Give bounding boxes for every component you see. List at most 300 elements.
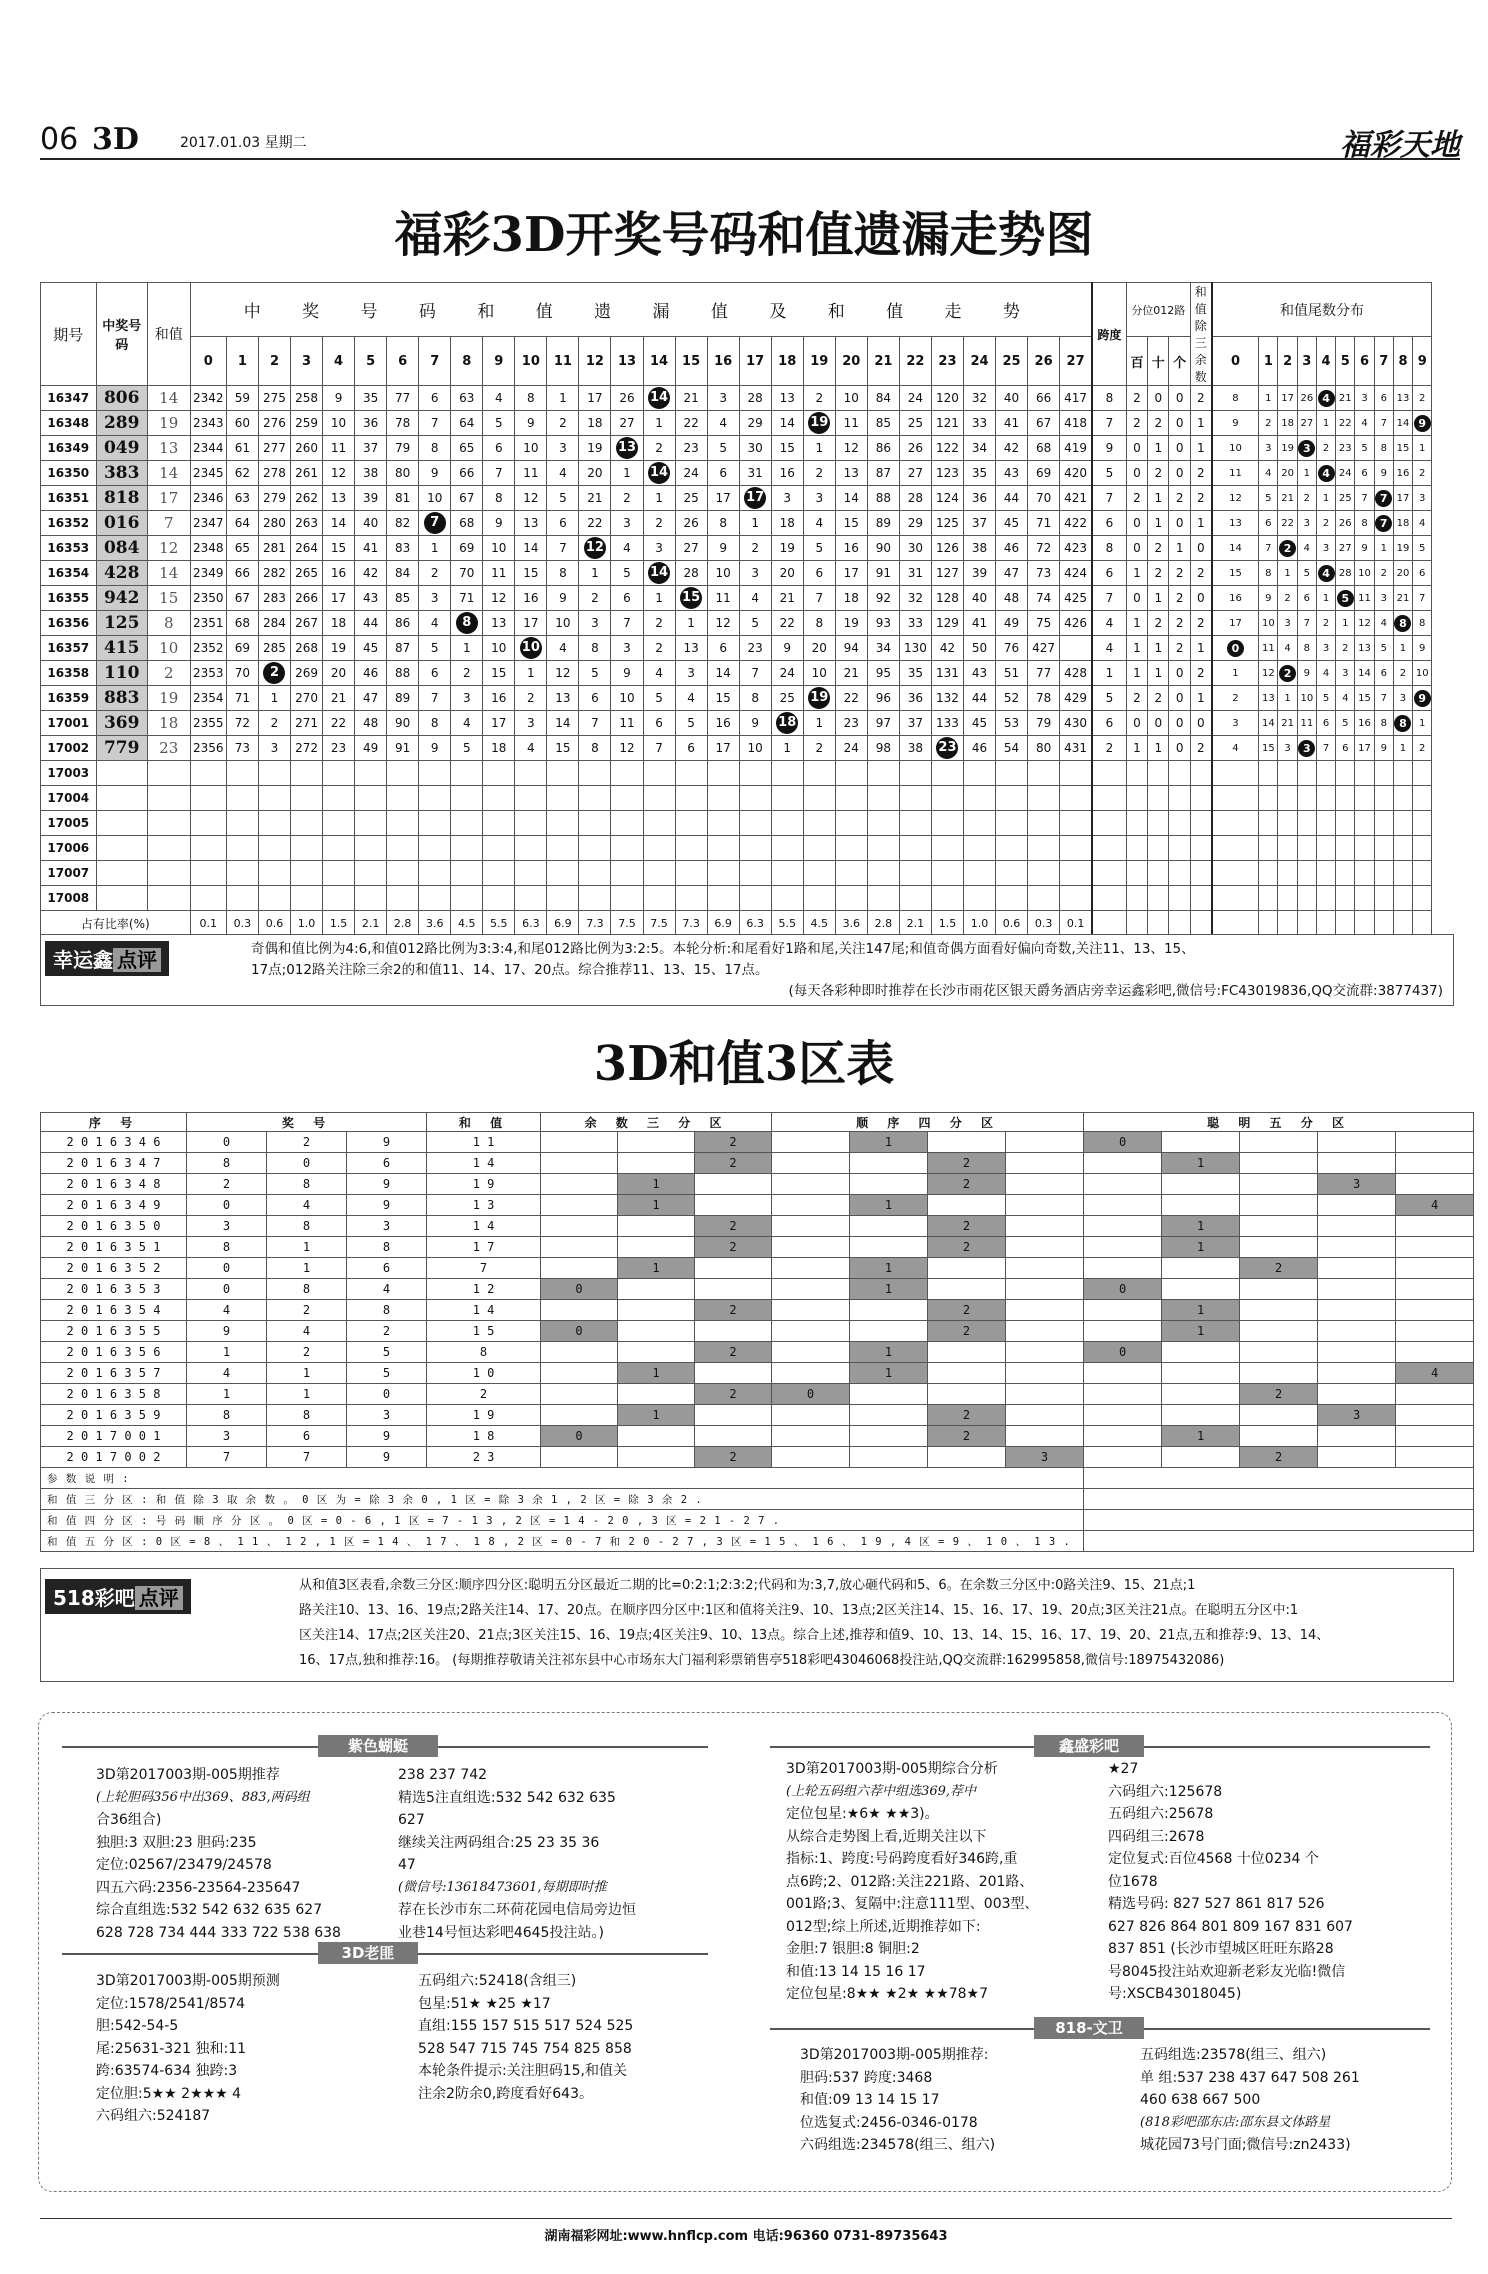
rate-cell: 3.6 — [835, 911, 867, 936]
tail-col-3: 3 — [1297, 337, 1316, 386]
zone-sum: 1 8 — [427, 1426, 541, 1447]
route-cell: 1 — [1126, 736, 1147, 761]
route-cell: 0 — [1169, 411, 1190, 436]
section-4-left — [800, 2044, 1120, 2157]
zone-digit: 8 — [187, 1405, 267, 1426]
zone3-cell — [618, 1384, 695, 1405]
empty-cell — [291, 836, 323, 861]
empty-cell — [483, 786, 515, 811]
omit-cell: 419 — [1060, 436, 1092, 461]
empty-cell — [190, 836, 226, 861]
zone3-cell — [695, 1279, 772, 1300]
empty-cell — [1374, 761, 1393, 786]
zone-digit: 8 — [347, 1300, 427, 1321]
omit-cell: 16 — [771, 461, 803, 486]
route-cell: 0 — [1126, 511, 1147, 536]
tail-cell: 9 — [1374, 736, 1393, 761]
route-cell: 2 — [1148, 411, 1169, 436]
zone4-cell — [1006, 1237, 1084, 1258]
rec-line: 四五六码:2356-23564-235647 — [96, 1879, 301, 1896]
win-number: 049 — [96, 436, 147, 461]
omit-cell: 266 — [291, 586, 323, 611]
tail-cell: 5 — [1374, 636, 1393, 661]
tail-cell: 21 — [1278, 711, 1297, 736]
zone-row — [41, 1426, 1474, 1447]
tail-cell: 6 — [1336, 736, 1355, 761]
empty-cell — [226, 886, 258, 911]
tail-ball: 4 — [1318, 565, 1335, 582]
empty-cell — [739, 861, 771, 886]
zone5-cell: 3 — [1318, 1405, 1396, 1426]
route-cell: 2 — [1126, 686, 1147, 711]
omit-cell: 95 — [867, 661, 899, 686]
zone-sum: 2 — [427, 1384, 541, 1405]
tail-ball: 3 — [1298, 740, 1315, 757]
rec-line: 金胆:7 银胆:8 铜胆:2 — [786, 1941, 920, 1957]
issue-cell: 17007 — [41, 861, 97, 886]
omit-cell: 45 — [996, 511, 1028, 536]
zone5-cell — [1240, 1237, 1318, 1258]
zone4-cell — [772, 1258, 850, 1279]
zone-row — [41, 1153, 1474, 1174]
span-cell: 8 — [1092, 536, 1126, 561]
zone-issue: 2 0 1 6 3 5 8 — [41, 1384, 187, 1405]
tail-cell: 9 — [1374, 461, 1393, 486]
empty-cell — [387, 761, 419, 786]
zone5-cell — [1240, 1216, 1318, 1237]
omit-cell: 2349 — [190, 561, 226, 586]
tail-cell: 3 — [1297, 511, 1316, 536]
tail-col-0: 0 — [1212, 337, 1259, 386]
tail-cell — [1278, 536, 1297, 561]
omit-cell: 6 — [707, 636, 739, 661]
sum-col-10: 10 — [515, 337, 547, 386]
empty-cell — [1393, 761, 1412, 786]
zone5-cell: 0 — [1084, 1279, 1162, 1300]
omit-cell — [643, 461, 675, 486]
zone3-cell — [541, 1405, 618, 1426]
zone5-cell — [1318, 1237, 1396, 1258]
empty-cell — [1297, 786, 1316, 811]
omit-cell: 11 — [707, 586, 739, 611]
tail-col-4: 4 — [1316, 337, 1335, 386]
omit-cell: 21 — [323, 686, 355, 711]
hit-ball: 15 — [680, 587, 702, 609]
omit-cell: 15 — [547, 736, 579, 761]
zone5-cell — [1396, 1174, 1474, 1195]
data-row — [41, 736, 1452, 761]
sum-col-18: 18 — [771, 337, 803, 386]
route-cell: 0 — [1126, 586, 1147, 611]
empty-cell — [515, 786, 547, 811]
zone3-cell — [695, 1363, 772, 1384]
tail-cell: 15 — [1212, 561, 1259, 586]
issue-cell: 16351 — [41, 486, 97, 511]
zone4-cell — [1006, 1342, 1084, 1363]
zone4-cell: 1 — [850, 1258, 928, 1279]
empty-cell — [1028, 811, 1060, 836]
section-2-left — [96, 1970, 396, 2128]
tail-cell: 23 — [1336, 436, 1355, 461]
win-number: 369 — [96, 711, 147, 736]
sum-col-24: 24 — [963, 337, 995, 386]
zone-note-row — [41, 1531, 1474, 1552]
empty-cell — [1148, 811, 1169, 836]
tail-cell: 7 — [1355, 486, 1374, 511]
omit-cell: 43 — [996, 461, 1028, 486]
zone-sum: 8 — [427, 1342, 541, 1363]
empty-cell — [675, 836, 707, 861]
omit-cell: 97 — [867, 711, 899, 736]
zone3-cell: 0 — [541, 1426, 618, 1447]
route-cell: 1 — [1169, 536, 1190, 561]
zone5-cell: 1 — [1162, 1321, 1240, 1342]
tail-cell: 1 — [1278, 686, 1297, 711]
omit-cell: 421 — [1060, 486, 1092, 511]
empty-cell — [387, 886, 419, 911]
empty-cell — [451, 861, 483, 886]
empty-cell — [1374, 886, 1393, 911]
tail-cell: 8 — [1212, 386, 1259, 411]
sum-value: 19 — [147, 411, 190, 436]
omit-cell: 82 — [387, 511, 419, 536]
rate-cell: 6.9 — [707, 911, 739, 936]
empty-cell — [419, 786, 451, 811]
empty-cell — [291, 761, 323, 786]
rem-cell: 2 — [1190, 561, 1211, 586]
empty-cell — [707, 811, 739, 836]
empty-cell — [1126, 911, 1147, 936]
tail-cell: 2 — [1212, 686, 1259, 711]
tail-cell: 13 — [1355, 636, 1374, 661]
omit-cell: 15 — [771, 436, 803, 461]
zone5-cell: 4 — [1396, 1195, 1474, 1216]
tail-cell: 14 — [1355, 661, 1374, 686]
win-number: 415 — [96, 636, 147, 661]
data-row — [41, 486, 1452, 511]
zone5-cell: 1 — [1162, 1300, 1240, 1321]
section-2-right — [418, 1970, 718, 2105]
tail-cell: 19 — [1393, 536, 1412, 561]
omit-cell: 72 — [1028, 536, 1060, 561]
route-col-1: 十 — [1148, 337, 1169, 386]
tail-cell: 1 — [1297, 461, 1316, 486]
tail-cell: 11 — [1259, 636, 1278, 661]
sum-value: 19 — [147, 686, 190, 711]
omit-cell: 2355 — [190, 711, 226, 736]
rec-line: 837 851 (长沙市望城区旺旺东路28 — [1108, 1941, 1334, 1957]
omit-cell: 2 — [643, 436, 675, 461]
zone4-cell — [772, 1237, 850, 1258]
zone4-cell — [850, 1321, 928, 1342]
empty-cell — [323, 836, 355, 861]
omit-cell: 23 — [835, 711, 867, 736]
empty-cell — [1028, 836, 1060, 861]
omit-cell — [515, 636, 547, 661]
zone3-cell: 2 — [695, 1237, 772, 1258]
omit-cell: 129 — [931, 611, 963, 636]
win-number: 428 — [96, 561, 147, 586]
zone5-cell — [1396, 1426, 1474, 1447]
omit-cell: 69 — [226, 636, 258, 661]
tail-cell: 27 — [1336, 536, 1355, 561]
empty-cell — [451, 886, 483, 911]
issue-cell: 16352 — [41, 511, 97, 536]
empty-cell — [931, 836, 963, 861]
tail-cell: 1 — [1259, 386, 1278, 411]
empty-cell — [867, 786, 899, 811]
zone4-cell — [928, 1363, 1006, 1384]
omit-cell: 34 — [963, 436, 995, 461]
omit-cell: 88 — [867, 486, 899, 511]
omit-cell: 40 — [996, 386, 1028, 411]
omit-cell: 259 — [291, 411, 323, 436]
rem-cell: 2 — [1190, 461, 1211, 486]
tail-cell: 3 — [1316, 636, 1335, 661]
zone-note-blank — [1084, 1531, 1474, 1552]
zone-row — [41, 1279, 1474, 1300]
omit-cell: 52 — [996, 686, 1028, 711]
sum-col-1: 1 — [226, 337, 258, 386]
zone3-cell: 1 — [618, 1363, 695, 1384]
omit-cell: 7 — [419, 686, 451, 711]
omit-cell: 5 — [451, 736, 483, 761]
tail-cell: 8 — [1355, 511, 1374, 536]
sum-col-11: 11 — [547, 337, 579, 386]
empty-cell — [547, 886, 579, 911]
omit-cell: 3 — [675, 661, 707, 686]
empty-cell — [643, 836, 675, 861]
data-row — [41, 461, 1452, 486]
data-row — [41, 436, 1452, 461]
omit-cell: 14 — [547, 711, 579, 736]
sum-col-17: 17 — [739, 337, 771, 386]
tail-cell: 2 — [1316, 511, 1335, 536]
omit-cell: 284 — [258, 611, 290, 636]
empty-cell — [1190, 811, 1211, 836]
zone-digit: 2 — [267, 1342, 347, 1363]
empty-cell — [419, 861, 451, 886]
empty-cell — [643, 861, 675, 886]
omit-cell: 27 — [675, 536, 707, 561]
sum-value: 13 — [147, 436, 190, 461]
omit-cell: 4 — [547, 636, 579, 661]
zone-issue: 2 0 1 7 0 0 2 — [41, 1447, 187, 1468]
omit-cell: 79 — [387, 436, 419, 461]
zone4-cell — [928, 1279, 1006, 1300]
tail-cell: 6 — [1374, 386, 1393, 411]
omit-cell: 430 — [1060, 711, 1092, 736]
omit-cell: 21 — [835, 661, 867, 686]
issue-cell: 17004 — [41, 786, 97, 811]
empty-cell — [1148, 861, 1169, 886]
empty-cell — [963, 786, 995, 811]
empty-cell — [707, 836, 739, 861]
omit-cell — [1060, 636, 1092, 661]
zone4-cell — [772, 1342, 850, 1363]
empty-row — [41, 861, 1452, 886]
omit-cell: 8 — [419, 436, 451, 461]
omit-cell: 24 — [771, 661, 803, 686]
omit-cell: 263 — [291, 511, 323, 536]
empty-cell — [996, 786, 1028, 811]
issue-cell: 16358 — [41, 661, 97, 686]
omit-cell: 26 — [611, 386, 643, 411]
tail-cell: 13 — [1259, 686, 1278, 711]
rate-cell: 5.5 — [771, 911, 803, 936]
sum-value: 14 — [147, 386, 190, 411]
route-col-2: 个 — [1169, 337, 1190, 386]
trend-table — [40, 282, 1452, 936]
empty-cell — [1413, 786, 1432, 811]
omit-cell: 13 — [771, 386, 803, 411]
empty-cell — [963, 886, 995, 911]
omit-cell: 66 — [226, 561, 258, 586]
data-row — [41, 586, 1452, 611]
zone-digit: 6 — [347, 1258, 427, 1279]
omit-cell: 32 — [899, 586, 931, 611]
omit-cell — [803, 411, 835, 436]
data-row — [41, 686, 1452, 711]
omit-cell: 13 — [675, 636, 707, 661]
empty-cell — [867, 836, 899, 861]
empty-cell — [1190, 886, 1211, 911]
zone4-cell: 2 — [928, 1426, 1006, 1447]
zone5-cell: 1 — [1162, 1426, 1240, 1447]
empty-cell — [643, 786, 675, 811]
zone-note: 和 值 四 分 区 : 号 码 顺 序 分 区 。 0 区 = 0 - 6 , 1 区 = 7 - 1 3 , 2 区 = 1 4 - 2 0 , 3 区 = 2 1 - 2 7 . — [41, 1510, 1084, 1531]
win-number: 125 — [96, 611, 147, 636]
empty-cell — [771, 761, 803, 786]
omit-cell: 16 — [483, 686, 515, 711]
omit-cell: 75 — [1028, 611, 1060, 636]
omit-cell: 11 — [835, 411, 867, 436]
zone5-cell — [1162, 1195, 1240, 1216]
empty-cell — [1316, 761, 1335, 786]
tail-cell: 18 — [1393, 511, 1412, 536]
omit-cell: 29 — [899, 511, 931, 536]
span-cell: 9 — [1092, 436, 1126, 461]
zone-sum: 1 9 — [427, 1405, 541, 1426]
omit-cell: 1 — [643, 486, 675, 511]
empty-cell — [996, 861, 1028, 886]
empty-cell — [1259, 911, 1278, 936]
omit-cell: 25 — [899, 411, 931, 436]
zone-digit: 0 — [187, 1195, 267, 1216]
tail-col-2: 2 — [1278, 337, 1297, 386]
zone-table-title: 3D和值3区表 — [593, 1036, 895, 1092]
zone-issue: 2 0 1 6 3 5 3 — [41, 1279, 187, 1300]
zone3-cell — [618, 1153, 695, 1174]
rec-line: (818彩吧邵东店:邵东县文体路星 — [1140, 2114, 1331, 2130]
zone-issue: 2 0 1 7 0 0 1 — [41, 1426, 187, 1447]
empty-cell — [1148, 836, 1169, 861]
rate-cell: 4.5 — [803, 911, 835, 936]
zone5-cell — [1084, 1237, 1162, 1258]
tail-cell — [1393, 611, 1412, 636]
zone-sum: 2 3 — [427, 1447, 541, 1468]
empty-cell — [515, 761, 547, 786]
omit-cell: 3 — [643, 536, 675, 561]
empty-cell — [996, 811, 1028, 836]
omit-cell: 6 — [579, 686, 611, 711]
empty-cell — [579, 811, 611, 836]
rate-label: 占有比率(%) — [41, 911, 191, 936]
zone-row — [41, 1216, 1474, 1237]
tail-cell: 9 — [1297, 661, 1316, 686]
rec-line: 3D第2017003期-005期推荐: — [800, 2047, 989, 2063]
zone4-cell — [850, 1447, 928, 1468]
omit-cell: 3 — [547, 436, 579, 461]
omit-cell: 2 — [611, 486, 643, 511]
zone5-cell — [1240, 1342, 1318, 1363]
zone-digit: 5 — [347, 1342, 427, 1363]
empty-cell — [1316, 811, 1335, 836]
hit-ball: 19 — [808, 687, 830, 709]
omit-cell: 44 — [996, 486, 1028, 511]
empty-cell — [1092, 836, 1126, 861]
tail-cell: 3 — [1374, 586, 1393, 611]
empty-cell — [1169, 786, 1190, 811]
issue-cell: 17001 — [41, 711, 97, 736]
rec-line: 号:XSCB43018045) — [1108, 1986, 1242, 2002]
tail-ball: 7 — [1375, 490, 1392, 507]
tail-cell: 9 — [1259, 586, 1278, 611]
empty-cell — [803, 761, 835, 786]
zone5-cell — [1318, 1363, 1396, 1384]
omit-cell: 12 — [515, 486, 547, 511]
omit-cell: 2343 — [190, 411, 226, 436]
omit-cell: 122 — [931, 436, 963, 461]
omit-cell: 5 — [707, 436, 739, 461]
sum-col-6: 6 — [387, 337, 419, 386]
empty-cell — [1190, 786, 1211, 811]
omit-cell: 2 — [451, 661, 483, 686]
empty-cell — [96, 786, 147, 811]
route-cell: 0 — [1126, 536, 1147, 561]
route-cell: 0 — [1148, 711, 1169, 736]
empty-cell — [226, 861, 258, 886]
route-cell: 0 — [1169, 461, 1190, 486]
empty-cell — [707, 761, 739, 786]
zone5-cell — [1084, 1447, 1162, 1468]
route-cell: 1 — [1126, 636, 1147, 661]
empty-cell — [1374, 811, 1393, 836]
zone-digit: 8 — [267, 1174, 347, 1195]
route-cell: 2 — [1126, 386, 1147, 411]
zone5-cell — [1162, 1405, 1240, 1426]
omit-cell: 10 — [835, 386, 867, 411]
omit-cell: 61 — [226, 436, 258, 461]
omit-cell: 15 — [483, 661, 515, 686]
empty-cell — [190, 861, 226, 886]
rec-line: 五码组六:52418(含组三) — [418, 1973, 577, 1989]
tail-cell: 7 — [1259, 536, 1278, 561]
tail-cell: 21 — [1278, 486, 1297, 511]
omit-cell: 47 — [996, 561, 1028, 586]
span-cell: 1 — [1092, 661, 1126, 686]
omit-cell: 17 — [515, 611, 547, 636]
empty-cell — [739, 811, 771, 836]
empty-cell — [707, 786, 739, 811]
zone-digit: 0 — [347, 1384, 427, 1405]
rec-line: 直组:155 157 515 517 524 525 — [418, 2018, 634, 2034]
omit-cell: 1 — [547, 386, 579, 411]
zone4-cell — [772, 1321, 850, 1342]
empty-cell — [1278, 786, 1297, 811]
omit-cell: 2352 — [190, 636, 226, 661]
sum-value: 7 — [147, 511, 190, 536]
